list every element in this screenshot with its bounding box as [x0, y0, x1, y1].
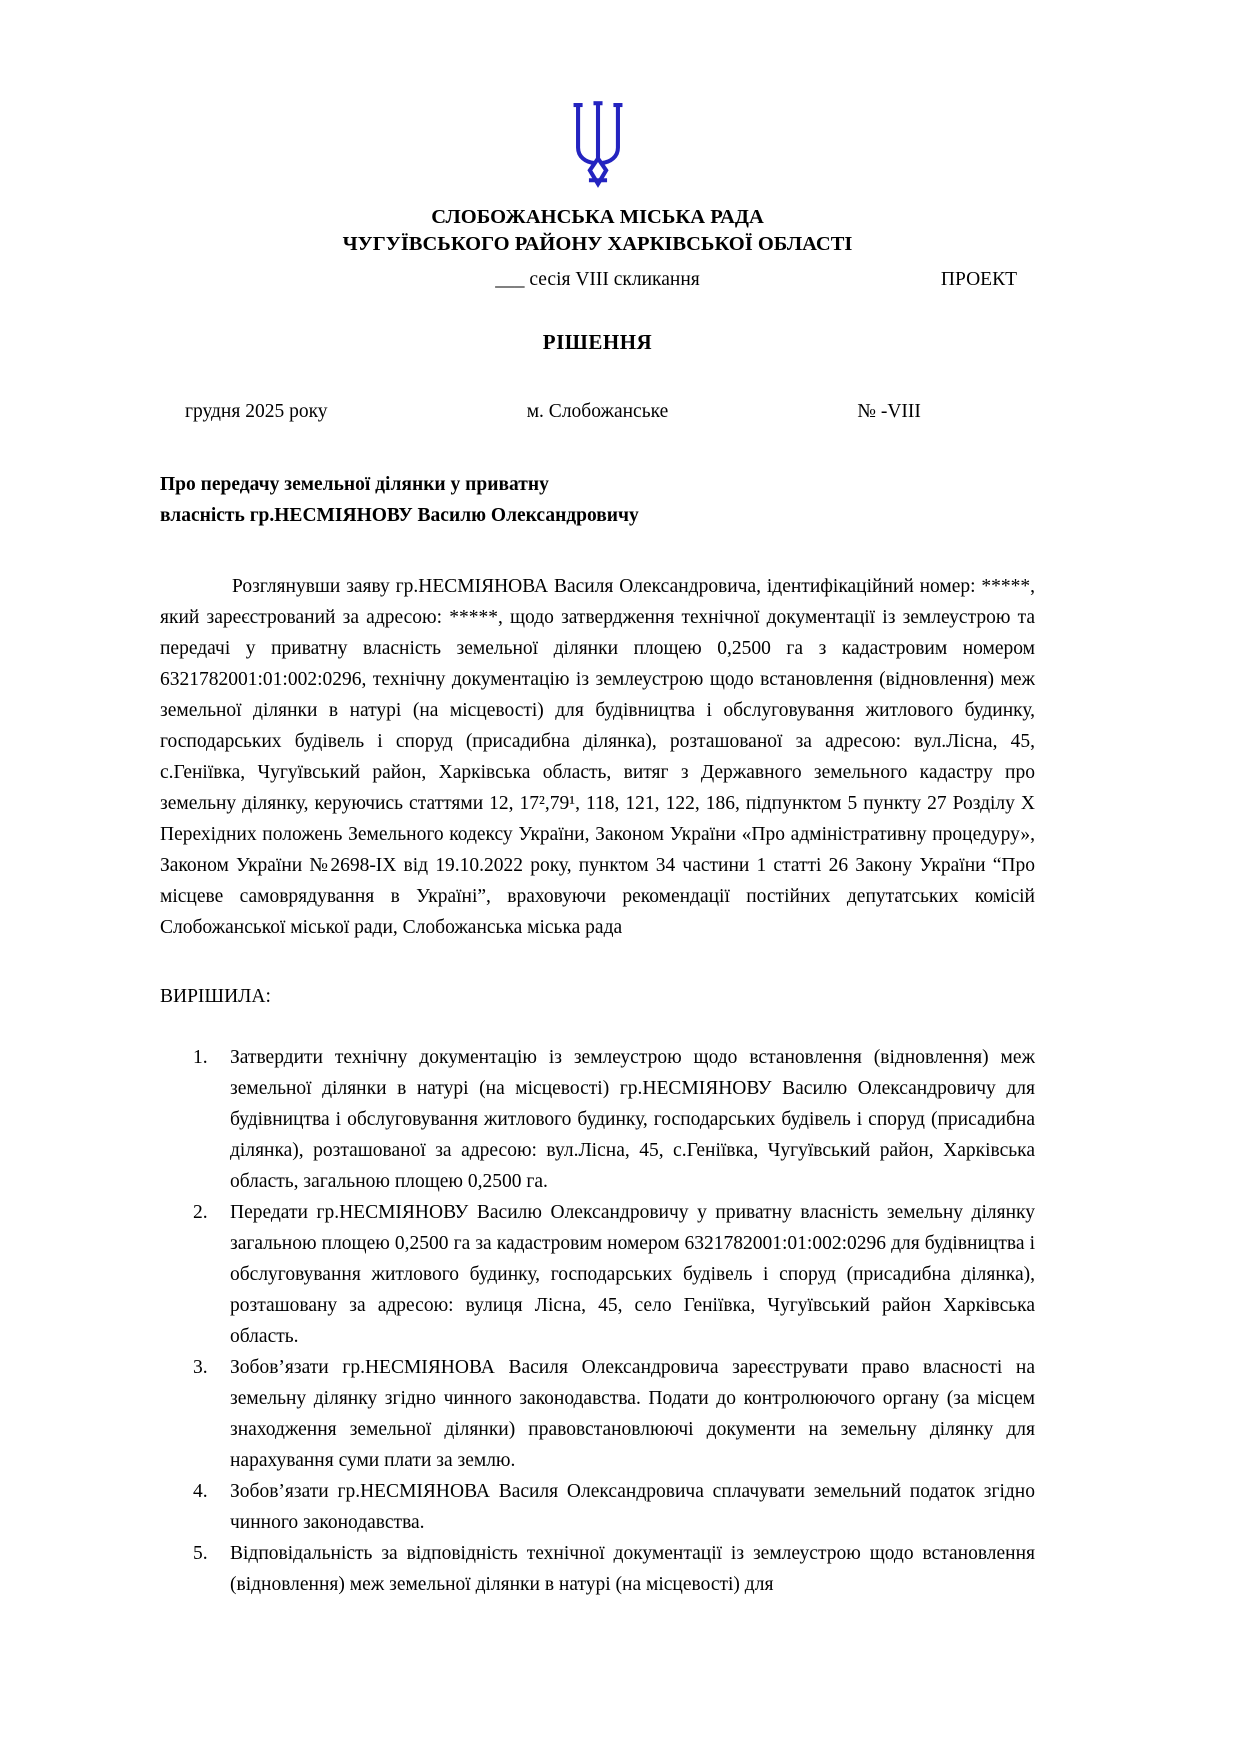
decided-label: ВИРІШИЛА:	[160, 986, 271, 1007]
preamble-paragraph: Розглянувши заяву гр.НЕСМІЯНОВА Василя Олександровича, ідентифікаційний номер: *****, який зареєстрований за адресою: *****, щодо затвердження технічної документації із землеустрою та передачі у приватну власність земельної ділянки площею 0,2500 га з кадастровим номером 6321782001:01:002:0296, технічну документацію із землеустрою щодо встановлення (відновлення) меж земельної ділянки в натурі (на місцевості) для будівництва і обслуговування житлового будинку, господарських будівель і споруд (присадибна ділянка), розташованої за адресою: вул.Лісна, 45, с.Геніївка, Чугуївський район, Харківська область, витяг з Державного земельного кадастру про земельну ділянку, керуючись статтями 12, 17²,79¹, 118, 121, 122, 186, підпунктом 5 пункту 27 Розділу X Перехідних положень Земельного кодексу України, Законом України «Про адміністративну процедуру», Законом України №2698-IX від 19.10.2022 року, пунктом 34 частини 1 статті 26 Закону України “Про місцеве самоврядування в Україні”, враховуючи рекомендації постійних депутатських комісій Слобожанської міської ради, Слобожанська міська рада	[160, 576, 1035, 938]
document-title: РІШЕННЯ	[542, 330, 653, 354]
list-item-number: 4.	[193, 1481, 208, 1502]
list-item	[160, 1197, 1035, 1352]
resolution-list	[160, 1042, 1035, 1600]
draft-label: ПРОЕКТ	[940, 269, 1017, 290]
list-item-text: Затвердити технічну документацію із землеустрою щодо встановлення (відновлення) меж земельної ділянки в натурі (на місцевості) гр.НЕСМІЯНОВУ Василю Олександровичу для будівництва і обслуговування житлового будинку, господарських будівель і споруд (присадибна ділянка), розташованої за адресою: вул.Лісна, 45, с.Геніївка, Чугуївський район, Харківська область, загальною площею 0,2500 га.	[230, 1047, 1035, 1192]
list-item	[160, 1042, 1035, 1197]
list-item-text: Відповідальність за відповідність технічної документації із землеустрою щодо встановлення (відновлення) меж земельної ділянки в натурі (на місцевості) для	[230, 1543, 1035, 1595]
session-label: ___ сесія VIII скликання	[495, 269, 700, 290]
list-item-text: Зобов’язати гр.НЕСМІЯНОВА Василя Олександровича сплачувати земельний податок згідно чинного законодавства.	[230, 1481, 1035, 1533]
document-place: м. Слобожанське	[526, 401, 669, 422]
document-date: грудня 2025 року	[185, 401, 328, 422]
subject-line-1: Про передачу земельної ділянки у приватну	[160, 474, 549, 495]
subject-heading	[160, 469, 1035, 531]
meta-row	[160, 396, 1035, 427]
document-number: № -VIII	[857, 401, 921, 422]
list-item	[160, 1352, 1035, 1476]
list-item-text: Зобов’язати гр.НЕСМІЯНОВА Василя Олександровича зареєструвати право власності на земельну ділянку згідно чинного законодавства. Подати до контролюючого органу (за місцем знаходження земельної ділянки) правовстановлюючі документи на земельну ділянку для нарахування суми плати за землю.	[230, 1357, 1035, 1471]
district-name: ЧУГУЇВСЬКОГО РАЙОНУ ХАРКІВСЬКОЇ ОБЛАСТІ	[342, 233, 853, 255]
list-item-number: 5.	[193, 1543, 208, 1564]
subject-line-2: власність гр.НЕСМІЯНОВУ Василю Олександровичу	[160, 505, 639, 526]
list-item-number: 2.	[193, 1202, 208, 1223]
session-row	[160, 264, 1035, 295]
ukraine-trident-emblem	[569, 98, 627, 190]
list-item	[160, 1538, 1035, 1600]
list-item	[160, 1476, 1035, 1538]
list-item-number: 3.	[193, 1357, 208, 1378]
council-name: СЛОБОЖАНСЬКА МІСЬКА РАДА	[431, 206, 764, 228]
list-item-text: Передати гр.НЕСМІЯНОВУ Василю Олександровичу у приватну власність земельну ділянку загальною площею 0,2500 га за кадастровим номером 6321782001:01:002:0296 для будівництва і обслуговування житлового будинку, господарських будівель і споруд (присадибна ділянка), розташовану за адресою: вулиця Лісна, 45, село Геніївка, Чугуївський район Харківська область.	[230, 1202, 1035, 1347]
list-item-number: 1.	[193, 1047, 208, 1068]
